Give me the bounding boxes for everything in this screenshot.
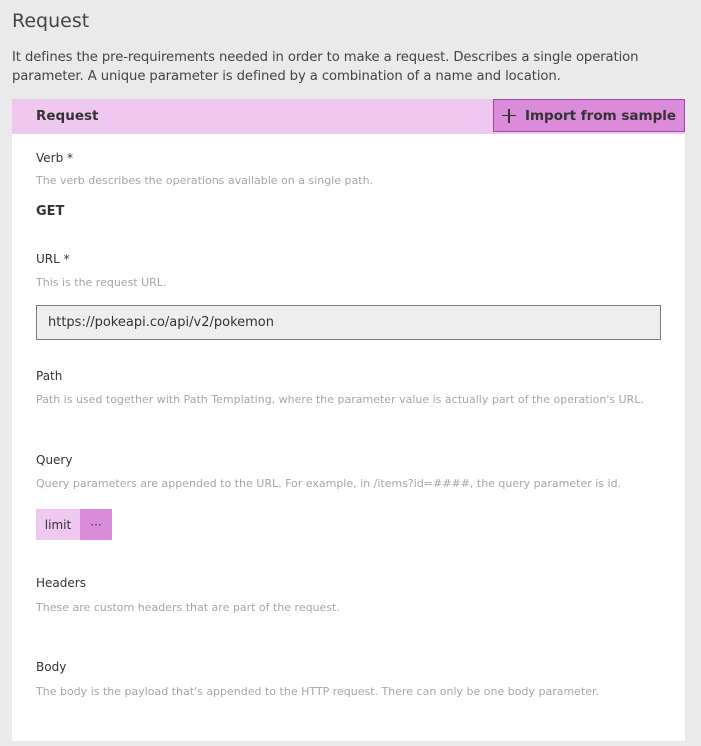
path-description: Path is used together with Path Templating, where the parameter value is actually part of the operation's URL. [36,393,644,406]
import-button-label: Import from sample [524,107,677,124]
query-description: Query parameters are appended to the URL. For example, in /items?id=####, the query parameter is id. [36,477,622,490]
verb-label: Verb * [36,151,74,165]
url-input[interactable] [36,305,661,340]
headers-description: These are custom headers that are part of the request. [36,601,340,614]
card-header [12,99,685,134]
plus-icon [502,109,516,123]
card-header-title: Request [36,108,99,124]
headers-label: Headers [36,576,86,590]
path-label: Path [36,369,63,383]
query-param-more-button[interactable] [80,509,112,540]
request-card [12,99,685,741]
query-param-chip [36,509,112,540]
url-label: URL * [36,252,70,266]
verb-value[interactable]: GET [36,204,65,219]
verb-description: The verb describes the operations available on a single path. [36,174,374,187]
query-param-limit[interactable]: limit [36,509,80,540]
more-icon: ··· [90,517,102,532]
body-label: Body [36,660,67,674]
import-from-sample-button[interactable] [493,99,685,132]
url-description: This is the request URL. [36,276,167,289]
page-title: Request [12,10,90,32]
query-label: Query [36,453,73,467]
body-description: The body is the payload that's appended to the HTTP request. There can only be one body parameter. [36,685,600,698]
page-description: It defines the pre-requirements needed in order to make a request. Describes a single operation parameter. A unique parameter is defined by a combination of a name and location. [12,50,639,84]
